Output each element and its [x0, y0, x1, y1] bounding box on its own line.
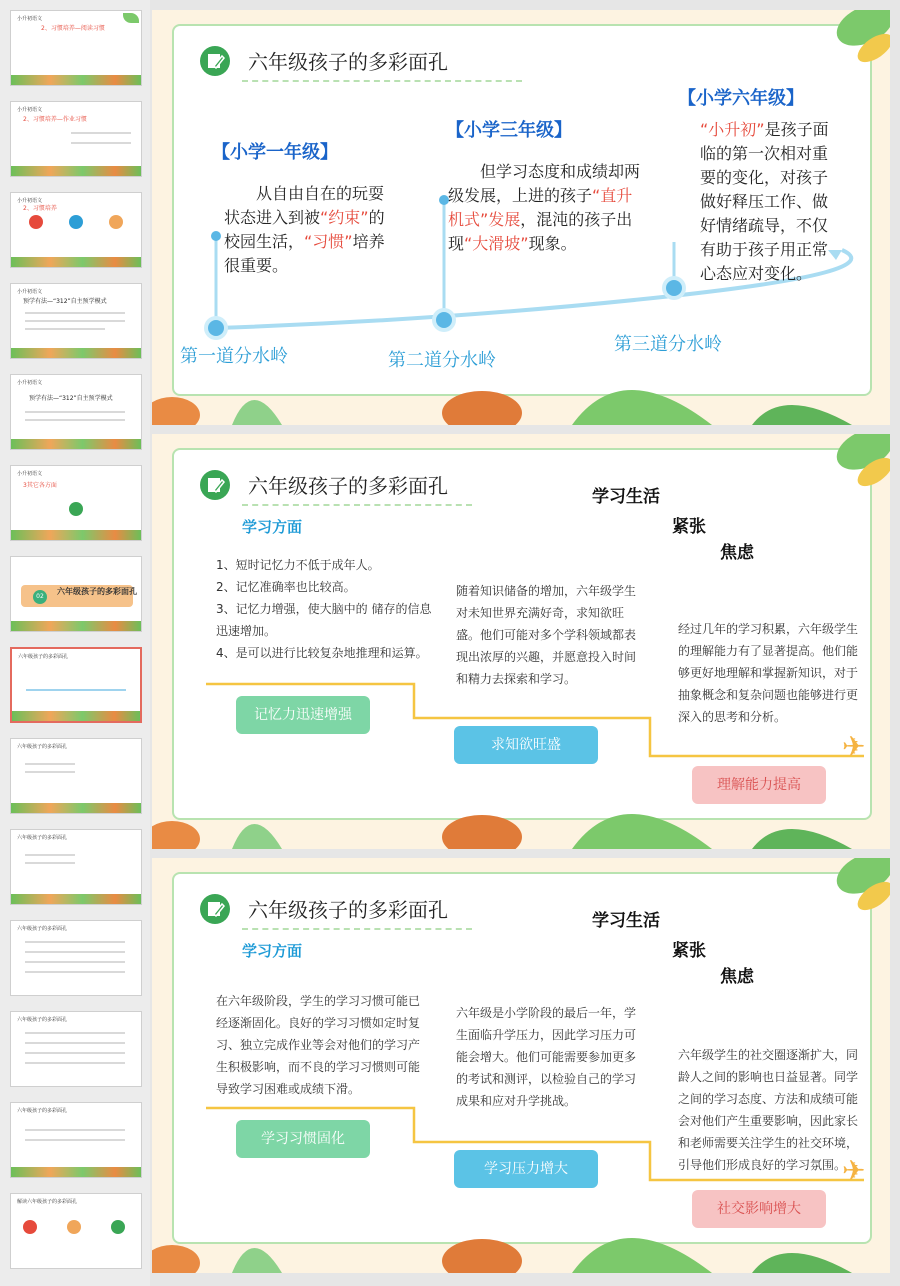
ground-plants-decoration	[152, 1213, 890, 1273]
ridge-label-2: 第二道分水岭	[388, 350, 496, 371]
grade-6-text: “小升初”是孩子面临的第一次相对重要的变化，对孩子做好释压工作、做好情绪疏导，不仅有助于孩子用正常心态应对变化。	[700, 120, 829, 283]
ground-decoration	[11, 621, 141, 631]
slide-title: 六年级孩子的多彩面孔	[248, 474, 448, 498]
thumbnail-subtitle: 3其它各方面	[23, 482, 57, 489]
right-paragraph: 经过几年的学习积累，六年级学生的理解能力有了显著提高。他们能够更好地理解和掌握新知识，对于抽象概念和复杂问题也能够进行更深入的思考和分析。	[678, 622, 859, 724]
list-item: 1、短时记忆力不低于成年人。	[216, 558, 380, 572]
text-line	[25, 1042, 125, 1044]
thumbnail-title: 小升初语文	[17, 289, 43, 295]
paper-plane-icon: ✈	[842, 730, 866, 763]
text-line	[25, 1052, 125, 1054]
thumbnail-title: 小升初语文	[17, 16, 43, 22]
ridge-label-3: 第三道分水岭	[614, 334, 722, 355]
text-line	[25, 419, 125, 421]
star-icon	[69, 502, 83, 516]
slide-timeline	[152, 10, 890, 425]
text-line	[25, 771, 75, 773]
ground-decoration	[11, 530, 141, 540]
ground-plants-decoration	[152, 365, 890, 425]
slide-thumbnail-6[interactable]	[10, 465, 142, 541]
text-line	[71, 132, 131, 134]
thumbnail-title: 六年级孩子的多彩面孔	[17, 835, 68, 841]
slide-thumbnail-7[interactable]	[10, 556, 142, 632]
timeline-line	[26, 689, 126, 691]
section-title: 学习方面	[242, 942, 303, 960]
thumbnail-title: 小升初语文	[17, 380, 43, 386]
slide-thumbnail-14[interactable]	[10, 1193, 142, 1269]
slide-thumbnail-3[interactable]	[10, 192, 142, 268]
text-line	[25, 320, 125, 322]
badge-curiosity: 求知欲旺盛	[454, 726, 598, 764]
text-line	[25, 862, 75, 864]
thumbnail-subtitle: 预学有法—“312”自主预学模式	[29, 395, 113, 402]
slide-learning-2	[152, 858, 890, 1273]
text-line	[25, 1129, 125, 1131]
mood-label: 焦虑	[720, 543, 754, 563]
thumbnail-subtitle: 2、习惯培养—作业习惯	[23, 116, 87, 123]
slide-learning-1	[152, 434, 890, 849]
circle-icon	[29, 215, 43, 229]
badge-pressure: 学习压力增大	[454, 1150, 598, 1188]
circle-icon	[111, 1220, 125, 1234]
thumbnail-title: 小升初语文	[17, 107, 43, 113]
circle-icon	[67, 1220, 81, 1234]
slide-thumbnail-11[interactable]	[10, 920, 142, 996]
slide-thumbnail-8[interactable]	[10, 647, 142, 723]
badge-habits: 学习习惯固化	[236, 1120, 370, 1158]
text-line	[25, 971, 125, 973]
paper-plane-icon: ✈	[842, 1154, 866, 1187]
mood-label: 焦虑	[720, 967, 754, 987]
slide-thumbnail-panel	[0, 0, 150, 1286]
middle-paragraph: 随着知识储备的增加，六年级学生对未知世界充满好奇，求知欲旺盛。他们可能对多个学科领域都表现出浓厚的兴趣，并愿意投入时间和精力去探索和学习。	[456, 584, 637, 686]
list-item: 4、是可以进行比较复杂地推理和运算。	[216, 646, 428, 660]
list-item: 3、记忆力增强，使大脑中的 储存的信息迅速增加。	[216, 602, 432, 638]
list-item: 2、记忆准确率也比较高。	[216, 580, 356, 594]
mood-label: 学习生活	[592, 487, 660, 507]
text-line	[25, 1062, 125, 1064]
slide-thumbnail-9[interactable]	[10, 738, 142, 814]
badge-comprehension: 理解能力提高	[692, 766, 826, 804]
slide-thumbnail-10[interactable]	[10, 829, 142, 905]
ground-decoration	[11, 348, 141, 358]
slide-title: 六年级孩子的多彩面孔	[248, 898, 448, 922]
text-line	[25, 961, 125, 963]
text-line	[25, 951, 125, 953]
circle-icon	[23, 1220, 37, 1234]
thumbnail-title: 六年级孩子的多彩面孔	[18, 654, 69, 660]
thumbnail-subtitle: 预学有法—“312”自主预学模式	[23, 298, 107, 305]
text-line	[25, 763, 75, 765]
ground-decoration	[11, 257, 141, 267]
mood-label: 紧张	[672, 517, 706, 537]
ground-decoration	[11, 894, 141, 904]
ground-decoration	[11, 803, 141, 813]
text-line	[25, 941, 125, 943]
thumbnail-title: 六年级孩子的多彩面孔	[17, 744, 68, 750]
leaf-decoration	[123, 13, 139, 23]
ground-decoration	[11, 1167, 141, 1177]
badge-social: 社交影响增大	[692, 1190, 826, 1228]
slide-thumbnail-2[interactable]	[10, 101, 142, 177]
ground-decoration	[11, 75, 141, 85]
left-paragraph: 在六年级阶段，学生的学习习惯可能已经逐渐固化。良好的学习习惯如定时复习、独立完成作业等会对他们的学习产生积极影响，而不良的学习习惯则可能导致学习困难或成绩下滑。	[216, 994, 421, 1096]
circle-icon	[109, 215, 123, 229]
slide-thumbnail-5[interactable]	[10, 374, 142, 450]
grade-1-label: 【小学一年级】	[212, 142, 338, 163]
ground-plants-decoration	[152, 789, 890, 849]
section-number-badge: 02	[33, 590, 47, 604]
grade-3-text: 但学习态度和成绩却两级发展，上进的孩子“直升机式”发展，混沌的孩子出现“大滑坡”现象。	[448, 162, 641, 253]
thumbnail-title: 六年级孩子的多彩面孔	[17, 1017, 68, 1023]
text-line	[25, 328, 105, 330]
text-line	[25, 1032, 125, 1034]
ridge-label-1: 第一道分水岭	[180, 346, 288, 367]
text-line	[25, 1139, 125, 1141]
text-line	[71, 142, 131, 144]
ground-decoration	[12, 711, 140, 721]
middle-paragraph: 六年级是小学阶段的最后一年，学生面临升学压力，因此学习压力可能会增大。他们可能需要参加更多的考试和测评，以检验自己的学习成果和应对升学挑战。	[456, 1006, 637, 1108]
thumbnail-title: 解读六年级孩子的多彩面孔	[17, 1199, 78, 1205]
thumbnail-subtitle: 2、习惯培养	[23, 205, 57, 212]
thumbnail-title: 小升初语文	[17, 471, 43, 477]
slide-title: 六年级孩子的多彩面孔	[248, 50, 448, 74]
grade-3-label: 【小学三年级】	[446, 120, 572, 141]
badge-memory: 记忆力迅速增强	[236, 696, 370, 734]
grade-1-text: 从自由自在的玩耍状态进入到被“约束”的校园生活，“习惯”培养很重要。	[224, 184, 385, 275]
slide-thumbnail-12[interactable]	[10, 1011, 142, 1087]
slide-thumbnail-1[interactable]	[10, 10, 142, 86]
ground-decoration	[11, 166, 141, 176]
thumbnail-subtitle: 2、习惯培养—阅读习惯	[41, 25, 105, 32]
mood-label: 紧张	[672, 941, 706, 961]
grade-6-label: 【小学六年级】	[678, 88, 804, 109]
thumbnail-title: 六年级孩子的多彩面孔	[57, 587, 137, 596]
thumbnail-title: 六年级孩子的多彩面孔	[17, 1108, 68, 1114]
text-line	[25, 312, 125, 314]
ground-decoration	[11, 439, 141, 449]
thumbnail-title: 六年级孩子的多彩面孔	[17, 926, 68, 932]
slide-thumbnail-13[interactable]	[10, 1102, 142, 1178]
text-line	[25, 411, 125, 413]
slide-thumbnail-4[interactable]	[10, 283, 142, 359]
thumbnail-title: 小升初语文	[17, 198, 43, 204]
right-paragraph: 六年级学生的社交圈逐渐扩大，同龄人之间的影响也日益显著。同学之间的学习态度、方法和成绩可能会对他们产生重要影响，因此家长和老师需要关注学生的社交环境，引导他们形成良好的学习氛围。	[678, 1048, 859, 1172]
circle-icon	[69, 215, 83, 229]
mood-label: 学习生活	[592, 911, 660, 931]
text-line	[25, 854, 75, 856]
section-title: 学习方面	[242, 518, 303, 536]
